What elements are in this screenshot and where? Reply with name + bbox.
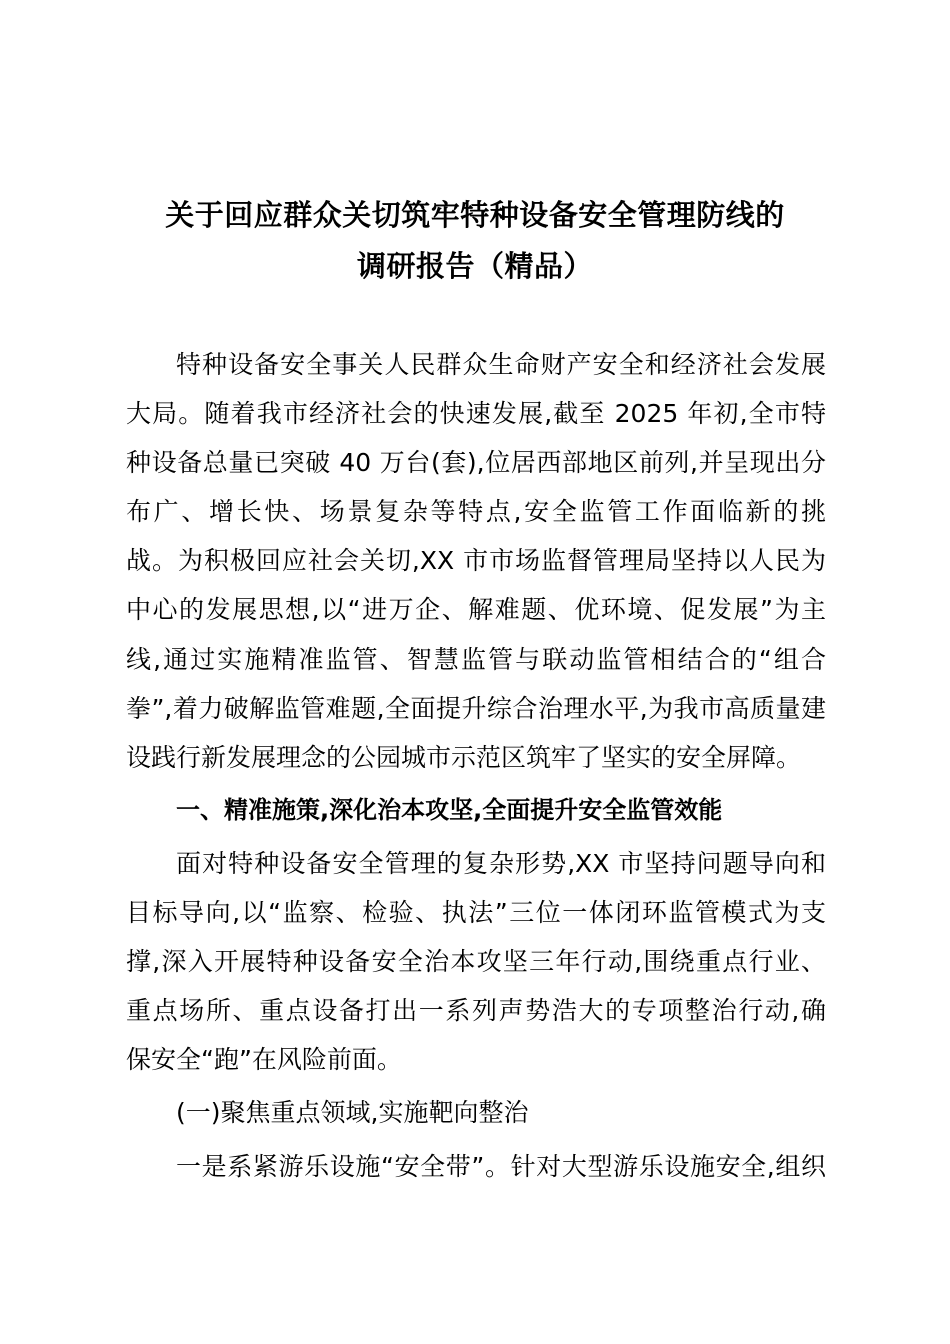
paragraph-intro [126, 340, 826, 782]
paragraph-line: 重点场所、重点设备打出一系列声势浩大的专项整治行动,确 [126, 996, 826, 1026]
paragraph-line: 大局。随着我市经济社会的快速发展,截至 2025 年初,全市特 [126, 399, 826, 429]
paragraph-line: 目标导向,以“监察、检验、执法”三位一体闭环监管模式为支 [126, 898, 826, 928]
paragraph-line: 一是系紧游乐设施“安全带”。针对大型游乐设施安全,组织 [176, 1151, 826, 1181]
section-heading-1: 一、精准施策,深化治本攻坚,全面提升安全监管效能 [176, 795, 723, 824]
paragraph-line: 保安全“跑”在风险前面。 [126, 1045, 402, 1075]
paragraph-item-1 [126, 1142, 826, 1191]
document-body [126, 340, 826, 1191]
title-line-1: 关于回应群众关切筑牢特种设备安全管理防线的 [165, 198, 785, 232]
paragraph-line: 设践行新发展理念的公园城市示范区筑牢了坚实的安全屏障。 [126, 742, 802, 772]
title-line-2: 调研报告（精品） [356, 249, 593, 283]
paragraph-line: 中心的发展思想,以“进万企、解难题、优环境、促发展”为主 [126, 595, 826, 625]
document-title [0, 190, 950, 292]
paragraph-section-1 [126, 839, 826, 1084]
paragraph-line: 战。为积极回应社会关切,XX 市市场监督管理局坚持以人民为 [126, 546, 826, 576]
paragraph-line: 布广、增长快、场景复杂等特点,安全监管工作面临新的挑 [126, 497, 826, 527]
paragraph-line: 面对特种设备安全管理的复杂形势,XX 市坚持问题导向和 [176, 848, 826, 878]
paragraph-line: 拳”,着力破解监管难题,全面提升综合治理水平,为我市高质量建 [126, 693, 826, 723]
paragraph-line: 种设备总量已突破 40 万台(套),位居西部地区前列,并呈现出分 [126, 448, 826, 478]
paragraph-line: 线,通过实施精准监管、智慧监管与联动监管相结合的“组合 [126, 644, 826, 674]
paragraph-line: 撑,深入开展特种设备安全治本攻坚三年行动,围绕重点行业、 [126, 947, 826, 977]
sub-heading-1: (一)聚焦重点领域,实施靶向整治 [176, 1098, 529, 1128]
paragraph-line: 特种设备安全事关人民群众生命财产安全和经济社会发展 [176, 350, 826, 379]
